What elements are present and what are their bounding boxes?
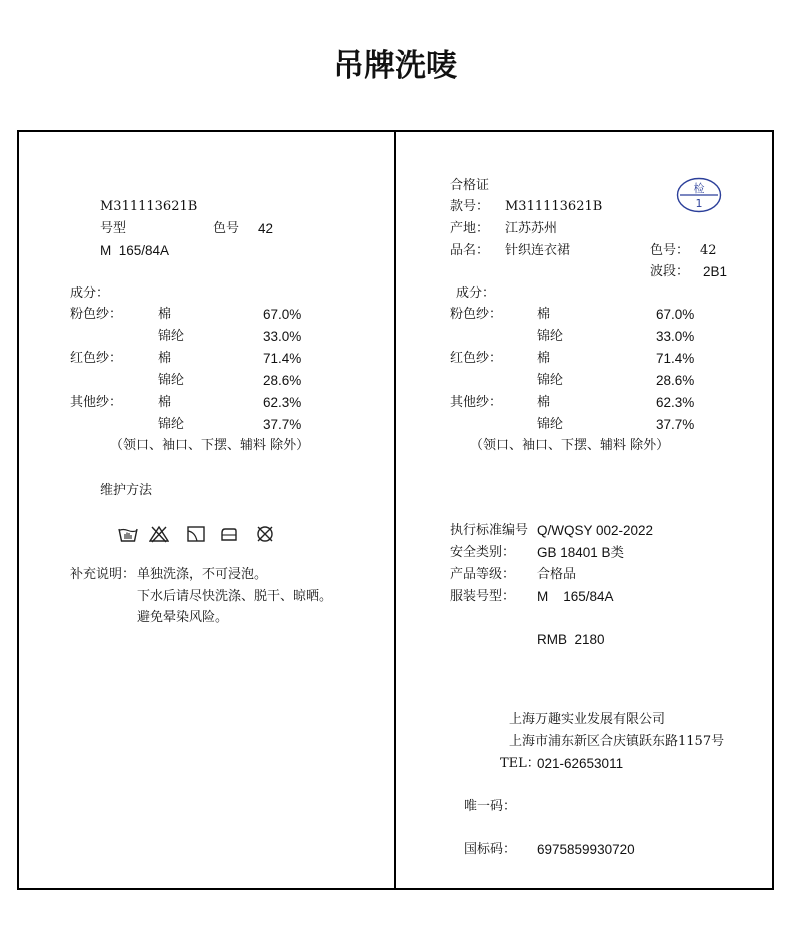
left-fiber: 棉 bbox=[158, 395, 172, 410]
safety-label: 安全类别： bbox=[450, 545, 516, 560]
standard-label: 执行标准编号 bbox=[450, 523, 529, 538]
standard-value: Q/WQSY 002-2022 bbox=[537, 523, 654, 538]
left-percentage: 33.0% bbox=[263, 329, 302, 344]
color-value: 42 bbox=[700, 243, 717, 258]
left-yarn-label: 粉色纱： bbox=[70, 307, 123, 322]
left-exclusion-note: （领口、袖口、下摆、辅料 除外） bbox=[110, 438, 310, 453]
right-yarn-label: 粉色纱： bbox=[450, 307, 503, 322]
care-heading: 维护方法 bbox=[100, 483, 153, 498]
wave-label: 波段： bbox=[650, 264, 690, 279]
right-fiber: 棉 bbox=[537, 307, 551, 322]
right-fiber: 锦纶 bbox=[537, 329, 564, 344]
note-line: 避免晕染风险。 bbox=[137, 610, 229, 625]
right-yarn-label: 其他纱： bbox=[450, 395, 503, 410]
tag-divider bbox=[394, 130, 396, 890]
left-size-value: M 165/84A bbox=[100, 243, 170, 258]
color-label: 色号： bbox=[650, 243, 690, 258]
left-fiber: 棉 bbox=[158, 351, 172, 366]
garment-size-value: M 165/84A bbox=[537, 589, 614, 604]
barcode-label: 国标码： bbox=[464, 842, 517, 857]
right-fiber: 棉 bbox=[537, 351, 551, 366]
left-percentage: 28.6% bbox=[263, 373, 302, 388]
grade-label: 产品等级： bbox=[450, 567, 516, 582]
right-percentage: 62.3% bbox=[656, 395, 695, 410]
left-size-label: 号型 bbox=[100, 221, 127, 236]
company-address: 上海市浦东新区合庆镇跃东路1157号 bbox=[509, 734, 725, 749]
left-percentage: 62.3% bbox=[263, 395, 302, 410]
product-label: 品名： bbox=[450, 243, 490, 258]
right-fiber: 锦纶 bbox=[537, 373, 564, 388]
origin-label: 产地： bbox=[450, 221, 490, 236]
left-percentage: 71.4% bbox=[263, 351, 302, 366]
right-percentage: 67.0% bbox=[656, 307, 695, 322]
safety-value: GB 18401 B类 bbox=[537, 545, 625, 560]
tel-value: 021-62653011 bbox=[537, 756, 624, 771]
page-title: 吊牌洗唛 bbox=[333, 48, 457, 84]
right-percentage: 37.7% bbox=[656, 417, 695, 432]
certificate-title: 合格证 bbox=[450, 178, 490, 193]
left-style-code: M311113621B bbox=[100, 199, 198, 214]
stamp-top-text: 检 bbox=[693, 182, 705, 195]
origin-value: 江苏苏州 bbox=[505, 221, 558, 236]
left-percentage: 67.0% bbox=[263, 307, 302, 322]
grade-value: 合格品 bbox=[537, 567, 577, 582]
garment-size-label: 服装号型： bbox=[450, 589, 516, 604]
left-yarn-label: 红色纱： bbox=[70, 351, 123, 366]
right-percentage: 28.6% bbox=[656, 373, 695, 388]
tumble-dry-icon bbox=[186, 525, 206, 543]
notes-label: 补充说明： bbox=[70, 567, 136, 582]
no-dry-clean-icon bbox=[255, 525, 275, 543]
right-exclusion-note: （领口、袖口、下摆、辅料 除外） bbox=[470, 438, 670, 453]
inspection-stamp bbox=[676, 177, 722, 213]
price: RMB 2180 bbox=[537, 632, 605, 647]
iron-low-icon bbox=[219, 525, 239, 543]
right-fiber: 棉 bbox=[537, 395, 551, 410]
hand-wash-icon bbox=[118, 525, 138, 543]
note-line: 下水后请尽快洗涤、脱干、晾晒。 bbox=[137, 589, 333, 604]
unique-code-label: 唯一码： bbox=[464, 799, 517, 814]
right-percentage: 71.4% bbox=[656, 351, 695, 366]
note-line: 单独洗涤，不可浸泡。 bbox=[137, 567, 268, 582]
right-percentage: 33.0% bbox=[656, 329, 695, 344]
left-fiber: 锦纶 bbox=[158, 417, 185, 432]
style-label: 款号： bbox=[450, 199, 490, 214]
left-color-label: 色号 bbox=[213, 221, 240, 236]
left-color-value: 42 bbox=[258, 221, 274, 236]
stamp-number: 1 bbox=[695, 197, 703, 210]
left-fiber: 锦纶 bbox=[158, 329, 185, 344]
right-fiber: 锦纶 bbox=[537, 417, 564, 432]
left-composition-heading: 成分： bbox=[70, 286, 110, 301]
left-yarn-label: 其他纱： bbox=[70, 395, 123, 410]
style-code: M311113621B bbox=[505, 199, 603, 214]
wave-value: 2B1 bbox=[703, 264, 728, 279]
product-value: 针织连衣裙 bbox=[505, 243, 571, 258]
left-percentage: 37.7% bbox=[263, 417, 302, 432]
left-fiber: 锦纶 bbox=[158, 373, 185, 388]
no-bleach-icon bbox=[149, 525, 169, 543]
company-name: 上海万趣实业发展有限公司 bbox=[509, 712, 666, 727]
right-yarn-label: 红色纱： bbox=[450, 351, 503, 366]
left-fiber: 棉 bbox=[158, 307, 172, 322]
tel-label: TEL： bbox=[500, 756, 540, 771]
right-composition-heading: 成分： bbox=[456, 286, 496, 301]
barcode-value: 6975859930720 bbox=[537, 842, 635, 857]
